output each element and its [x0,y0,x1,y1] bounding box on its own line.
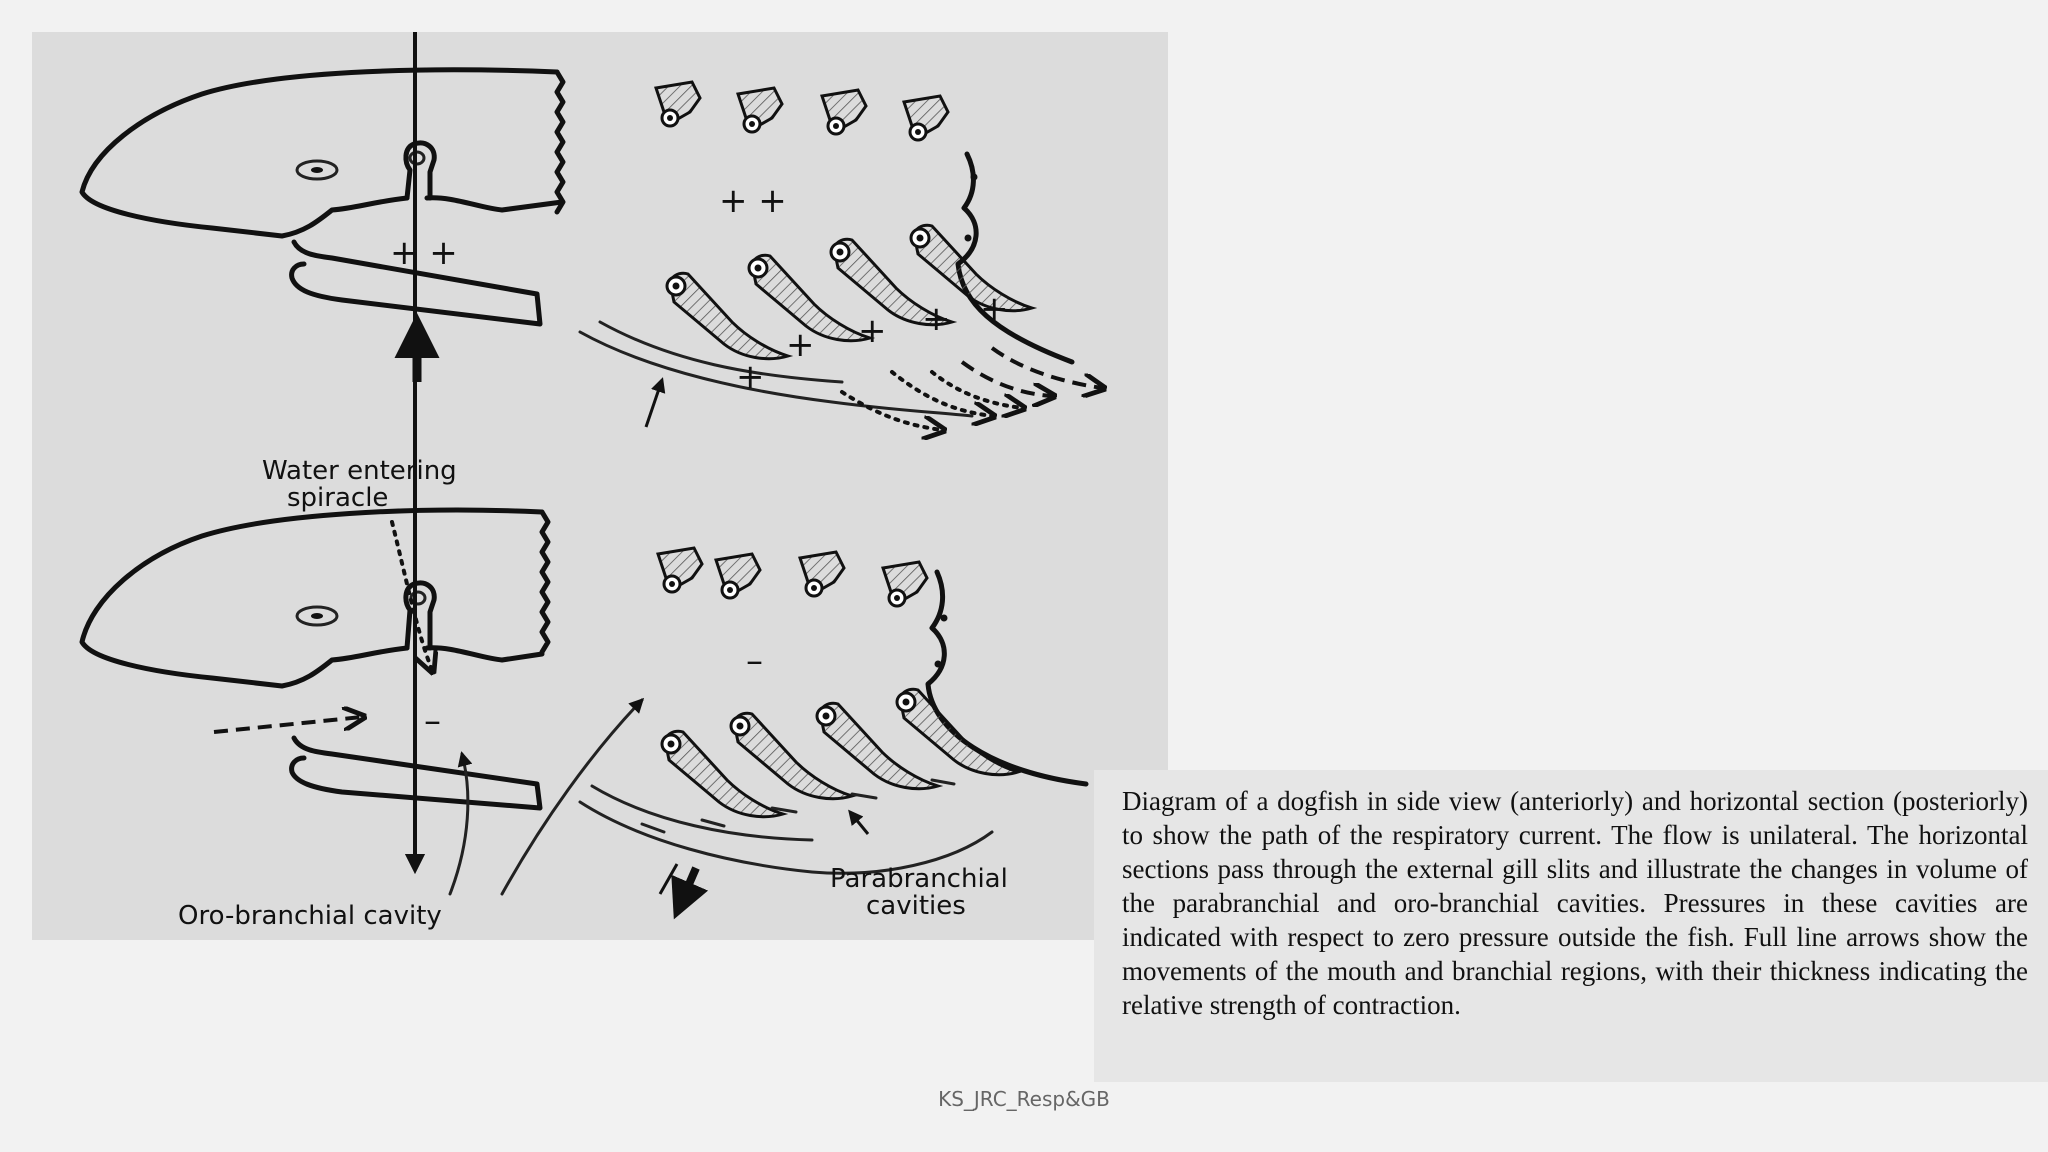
label-water-entering: Water entering [262,456,457,486]
bottom-head-pressure-sign: – [424,701,441,741]
label-parabranchial: Parabranchial [830,864,1008,894]
figure-caption [1094,770,2048,1082]
top-horizontal-section [580,82,1102,430]
top-gill-plus-2: + [786,325,815,365]
top-section-pressure-sign: + + [719,181,787,221]
label-oro-branchial-cavity: Oro-branchial cavity [178,901,442,931]
top-gill-plus-3: + [858,311,887,351]
top-head-side-view [82,70,563,382]
label-cavities: cavities [866,891,966,921]
label-spiracle: spiracle [287,483,389,513]
bottom-section-pressure-sign: – [746,641,763,681]
caption-text: Diagram of a dogfish in side view (anteriorly) and horizontal section (posteriorly) to show the path of the respiratory current. The flow is unilateral. The horizontal sections pass through the external gill slits and illustrate the changes in volume of the parabranchial and oro-branchial cavities. Pressures in these cavities are indicated with respect to zero pressure outside the fish. Full line arrows show the movements of the mouth and branchial regions, with their thickness indicating the relative strength of contraction. [1122,786,2028,1020]
diagram-labels [178,456,1008,931]
top-gill-plus-5: + [980,289,1009,329]
dogfish-respiration-figure [32,32,1168,940]
top-gill-plus-4: + [922,299,951,339]
top-gill-plus-1: + [736,357,765,397]
bottom-horizontal-section [580,548,1086,912]
top-head-pressure-sign: + + [390,233,458,273]
footer-label: KS_JRC_Resp&GB [938,1087,1110,1111]
dogfish-diagram [32,32,1168,940]
